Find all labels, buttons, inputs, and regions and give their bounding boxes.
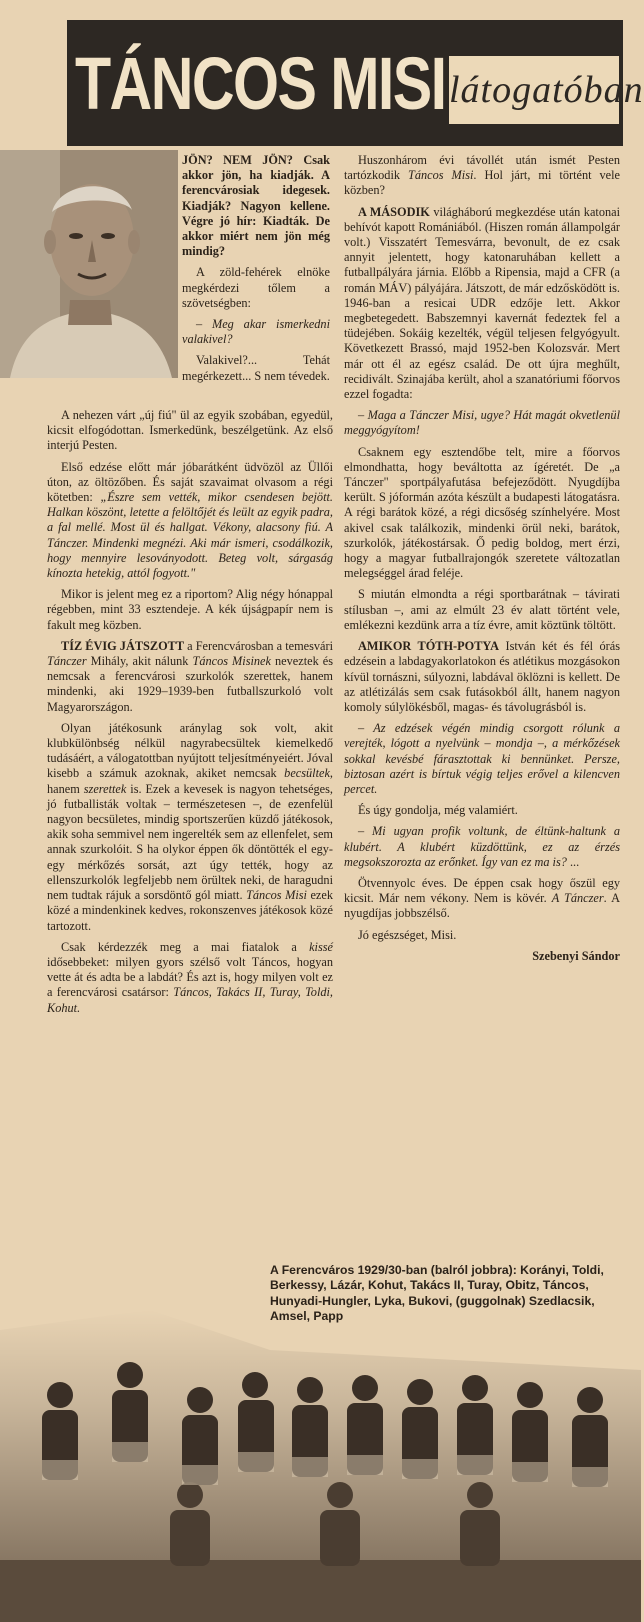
article-quote: – Az edzések végén mindig csorgott rólunk a verejték, lógott a nyelvünk – mondja –, a mérkőzések sokkal kevésbé fárasztottak ki bennünket. Persze, biztosan azért is bírtuk végig teljes erővel a kilencven percet. <box>344 721 620 796</box>
intro-column <box>182 153 330 390</box>
intro-paragraph: Valakivel?... Tehát megérkezett... S nem tévedek. <box>182 353 330 383</box>
right-column <box>344 153 620 964</box>
photo-caption: A Ferencváros 1929/30-ban (balról jobbra): Korányi, Toldi, Berkessy, Lázár, Kohut, Takács II, Turay, Obitz, Táncos, Hunyadi-Hungler, Lyka, Bukovi, (guggolnak) Szedlacsik, Amsel, Papp <box>270 1263 604 1324</box>
article-paragraph: S miután elmondta a régi sportbarátnak – távirati stílusban –, ami az elmúlt 23 év alatt történt vele, emlékezni kezdünk arra a tíz évre, amit köztünk töltött. <box>344 587 620 632</box>
article-paragraph: És úgy gondolja, még valamiért. <box>358 803 518 818</box>
article-quote: – Maga a Tánczer Misi, ugye? Hát magát okvetlenül meggyógyítom! <box>344 408 620 438</box>
article-paragraph: Olyan játékosunk aránylag sok volt, akit klubkülönbség nélkül nagyrabecsültek kiemelkedő tudásáért, a válogatottban nyújtott teljesítményeiért. Jóval kisebb a számuk azoknak, akiket nemcsak becsültek, hanem szerettek is. Ezek a kevesek is nagyon tehetséges, jó futballisták voltak – természetesen –, de ezenfelül nagyon becsületes, mindig sportszerűen küzdő játékosok, akik soha semmivel nem ingerelték sem az ellenfelet, sem annak szurkolóit. S ha olykor éppen ők döntötték el egy-egy mérkőzés sorsát, azt úgy tették, hogy az ellenszurkolók legfeljebb nem örültek neki, de haragudni nem tudtak rájuk a sorsdöntő gól miatt. Táncos Misi ezek közé a mindenkinek kedves, rokonszenves játékosok közé tartozott. <box>47 720 333 933</box>
article-paragraph: Jó egészséget, Misi. <box>358 927 457 942</box>
left-column <box>47 408 333 1022</box>
article-paragraph: Huszonhárom évi távollét után ismét Pesten tartózkodik Táncos Misi. Hol járt, mi történt vele közben? <box>344 153 620 198</box>
article-paragraph: AMIKOR TÓTH-POTYA István két és fél órás edzésein a labdagyakorlatokon és atlétikus mozgásokon kívül tornászni, súlyozni, labdával öklözni is kellett. De az atlétizálás sem csak futásokból állt, hanem nagyon komoly súlylökésből, magas- és távolugrásból is. <box>344 639 620 714</box>
article-paragraph: A MÁSODIK világháború megkezdése után katonai behívót kapott Romániából. (Hiszen román állampolgár volt.) Visszatért Temesvárra, bevonult, de ez csak annyit jelentett, hogy katonaruhában kellett a futballpályára járnia. Előbb a Ripensia, majd a CFR (a román MÁV) pályájára. Játszott, de már edzősködött is. 1946-ban a resicai UDR edzője lett. Akkor megbetegedett. Babszemnyi kavernát fedeztek fel a tüdejében. Sokáig kezelték, végül teljesen felgyógyult. Következett Brassó, majd 1952-ben Kolozsvár. Mert már ott él az egész család. De ott újra meghűlt, recidivált. Szinajába került, ahol a szanatóriumi főorvos ezzel fogadta: <box>344 204 620 402</box>
intro-paragraph: JÖN? NEM JÖN? Csak akkor jön, ha kiadják. A ferencvárosiak idegesek. Kiadják? Nagyon kellene. Végre jó hír: Kiadták. De akkor miért nem jön még mindig? <box>182 153 330 259</box>
article-paragraph: Csaknem egy esztendőbe telt, mire a főorvos elmondhatta, hogy beváltotta az ígéretét. De „a Tánczer" sportpályafutása befejeződött. Nyugdíjba került. S jóformán azóta készült a budapesti látogatásra. A régi barátok közé, a régi dicsőség színhelyére. Most akivel csak találkozik, mindenki örül neki, barátok, szurkolók, játékostársak. Ő pedig boldog, mert érzi, hogy a magyar futballrajongók szeretete változatlan melegséggel árad feléje. <box>344 444 620 581</box>
article-paragraph: Mikor is jelent meg ez a riportom? Alig négy hónappal régebben, mint 33 esztendeje. A kék újságpapír nem is fakult meg közben. <box>47 587 333 632</box>
article-paragraph: Első edzése előtt már jóbarátként üdvözöl az Üllői úton, az öltözőben. És saját szavaimat olvasom a régi kötetben: „Észre sem vették, mikor csendesen bejött. Halkan köszönt, letette a felöltőjét és leült az egyik padra, a fal mellé. Most ül és hallgat. Vékony, alacsony fiú. A Tánczer. Mindenki megnézi. Aki már ismeri, csodálkozik, hogy mennyire lesoványodott. Beteg volt, sárgaság kínozta hetekig, attól fogyott." <box>47 459 333 581</box>
article-paragraph: TÍZ ÉVIG JÁTSZOTT a Ferencvárosban a temesvári Tánczer Mihály, akit nálunk Táncos Misinek neveztek és nemcsak a ferencvárosi szurkolók szerettek, hanem mindenki, aki 1929–1939-ben futballszurkoló volt Magyarországon. <box>47 638 333 714</box>
intro-paragraph: A zöld-fehérek elnöke megkérdezi tőlem a szövetségben: <box>182 265 330 310</box>
portrait-photo <box>0 150 178 378</box>
article-paragraph: Ötvennyolc éves. De éppen csak hogy őszül egy kicsit. Már nem vékony. Nem is kövér. A Tánczer. A nyugdíjas jobbszélső. <box>344 875 620 921</box>
author-signature: Szebenyi Sándor <box>532 948 620 963</box>
headline-subtitle: látogatóban <box>449 56 619 124</box>
article-quote: – Mi ugyan profik voltunk, de éltünk-haltunk a klubért. A klubért küzdöttünk, ez az érzés megsokszorozta az erőnket. Így van ez ma is? ... <box>344 824 620 869</box>
article-paragraph: Csak kérdezzék meg a mai fiatalok a kissé idősebbeket: milyen gyors szélső volt Táncos, hogyan vette át és adta be a labdát? És azt is, hogy milyen volt ez a ferencvárosi csatársor: Táncos, Takács II, Turay, Toldi, Kohut. <box>47 939 333 1015</box>
title-banner <box>67 20 644 146</box>
intro-quote: – Meg akar ismerkedni valakivel? <box>182 317 330 347</box>
headline: TÁNCOS MISI <box>75 42 446 125</box>
article-paragraph: A nehezen várt „új fiú" ül az egyik szobában, egyedül, kicsit elfogódottan. Ismerkedünk, beszélgetünk. Az első interjú Pesten. <box>47 408 333 453</box>
portrait-illustration <box>0 150 178 378</box>
